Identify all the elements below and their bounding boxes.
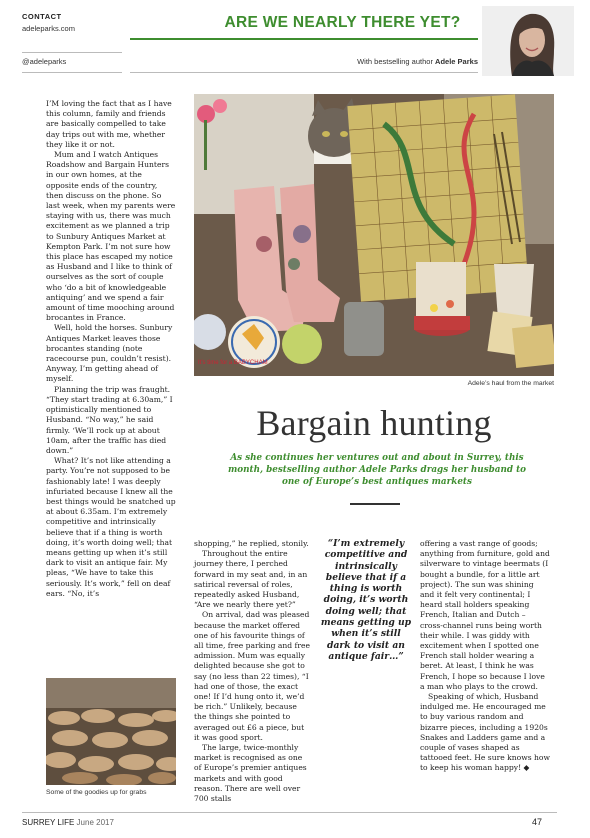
footer-rule [22, 812, 557, 813]
column-title-rule [130, 38, 478, 40]
hero-photo-antiques-haul [194, 94, 554, 376]
byline-prefix: With bestselling author [357, 57, 436, 66]
paragraph: Speaking of which, Husband indulged me. He encouraged me to buy various random and bizarre pieces, including a 1920s Snakes and Ladders game and a couple of vases shaped as tattooed feet. He sure knows how to keep his woman happy! ◆ [420, 692, 550, 773]
paragraph: offering a vast range of goods; anything from furniture, gold and silverware to vintage beermats (I bought a bundle, for a little art project). The sun was shining and it felt very continental; I heard stall holders speaking French, Italian and Dutch – cross-channel runs being worth their while. I was giddy with excitement when I spotted one French stall holder wearing a beret. At least, I think he was French, I hope so because I love a man who plays to the crowd. [420, 539, 550, 691]
article-column-1 [46, 99, 176, 599]
page-number: 47 [532, 817, 543, 827]
column-byline [260, 57, 478, 66]
article-standfirst: As she continues her ventures out and about in Surrey, this month, bestselling author Adele Parks drags her husband to one of Europe’s best antiques markets [227, 453, 527, 487]
byline-author: Adele Parks [435, 57, 478, 66]
contact-label: CONTACT [22, 12, 62, 21]
beermat-label: It’s time for a BABYCHAM [198, 360, 268, 366]
paragraph: shopping,” he replied, stonily. [194, 539, 309, 548]
paragraph: Mum and I watch Antiques Roadshow and Bargain Hunters in our own homes, at the opposite ends of the country, then discuss on the phone. So last week, when my parents were staying with us, there was much excitement as we planned a trip to Sunbury Antiques Market at Kempton Park. I’m not sure how this place has escaped my notice as Husband and I like to think of ourselves as the sort of couple who ‘do a bit of knowledgeable antiquing’ and we spend a fair amount of time mooching around brocantes in France. [46, 150, 176, 323]
contact-block [22, 12, 75, 33]
small-photo-caption: Some of the goodies up for grabs [46, 789, 147, 796]
column-title: ARE WE NEARLY THERE YET? [224, 14, 461, 31]
paragraph: Well, hold the horses. Sunbury Antiques Market leaves those brocantes standing (note racecourse pun, couldn’t resist). Anyway, I’m getting ahead of myself. [46, 323, 173, 384]
byline-rule [130, 72, 478, 73]
headline-divider [350, 503, 400, 505]
footer-magazine [22, 818, 114, 827]
article-column-4 [420, 539, 550, 774]
paragraph: Throughout the entire journey there, I perched forward in my seat and, in an satirical reversal of roles, repeatedly asked Husband, “Are we nearly there yet?” [194, 549, 308, 610]
hero-photo-caption: Adele’s haul from the market [467, 380, 554, 387]
footer-magazine-name: SURREY LIFE [22, 818, 75, 827]
contact-website[interactable]: adeleparks.com [22, 24, 75, 33]
article-headline: Bargain hunting [256, 403, 492, 443]
pull-quote: “I’m extremely competitive and intrinsically believe that if a thing is worth doing, it’s worth doing well; that means getting up when it’s still dark to visit an antique fair…” [320, 538, 412, 662]
author-portrait [482, 6, 574, 76]
footer-issue: June 2017 [76, 818, 114, 827]
paragraph: I’M loving the fact that as I have this column, family and friends are basically compelled to take day trips out with me, whether they like it or not. [46, 99, 172, 149]
paragraph: What? It’s not like attending a party. You’re not supposed to be fashionably late! I was deeply infuriated because I knew all the best things would be snatched up at about 6.35am. I’m extremely competitive and intrinsically believe that if a thing is worth doing, it’s worth doing well; that means getting up when it’s still dark to visit an antique fair. My pleas, “We have to take this seriously. It’s work,” fell on deaf ears. “No, it’s [46, 456, 176, 598]
market-shoe-lasts-photo [46, 678, 176, 785]
contact-handle[interactable]: @adeleparks [22, 57, 67, 66]
article-column-2 [194, 539, 311, 804]
contact-divider [22, 52, 122, 53]
paragraph: On arrival, dad was pleased because the market offered one of his favourite things of all time, free parking and free admission. Mum was equally delighted because she got to say (no less than 22 times), “I had one of those, the exact one! If I’d hung onto it, we’d be rich.” Unlikely, because the things she pointed to averaged out £6 a piece, but it was good sport. [194, 610, 310, 742]
paragraph: The large, twice-monthly market is recognised as one of Europe’s premier antiques markets and with good reason. There are well over 700 stalls [194, 743, 307, 804]
contact-divider-bottom [22, 72, 122, 73]
paragraph: Planning the trip was fraught. “They start trading at 6.30am,” I optimistically mentioned to Husband. “No way,” he said firmly. ‘We’ll rock up at about 10am, after the traffic has died down.” [46, 384, 173, 455]
